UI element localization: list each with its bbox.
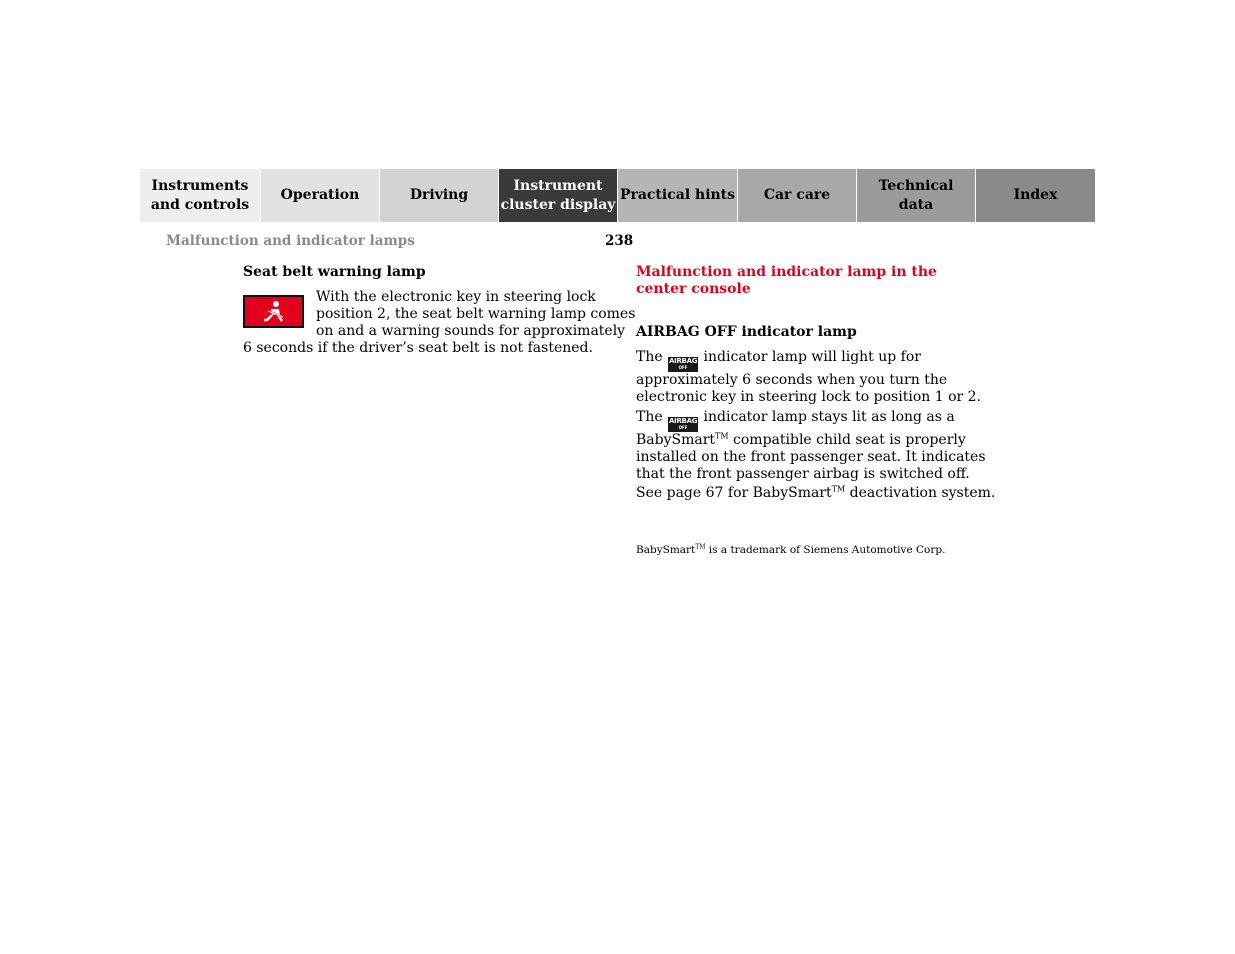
airbag-icon-bottom: OFF <box>678 425 688 430</box>
tab-operation[interactable]: Operation <box>260 169 379 222</box>
section-tabs <box>140 169 1095 222</box>
page-number: 238 <box>605 233 634 249</box>
tab-instrument-cluster-display[interactable]: Instrument cluster display <box>498 169 617 222</box>
airbag-paragraph-2 <box>636 409 996 483</box>
airbag-icon-top: AIRBAG <box>669 417 698 425</box>
trademark-sup: TM <box>715 430 729 440</box>
p1-pre: The <box>636 349 663 365</box>
seat-belt-line-3: on and a warning sounds for approximately <box>316 323 626 339</box>
airbag-icon-bottom: OFF <box>678 365 688 370</box>
tab-driving[interactable]: Driving <box>379 169 498 222</box>
tab-technical-data[interactable]: Technical data <box>856 169 975 222</box>
airbag-off-heading: AIRBAG OFF indicator lamp <box>636 324 857 340</box>
footnote-tm: TM <box>695 543 706 551</box>
seat-belt-line-2: position 2, the seat belt warning lamp comes <box>316 306 636 322</box>
p2-mid: indicator lamp stays lit as long as a BabySmart <box>636 409 955 448</box>
trademark-sup: TM <box>831 484 846 494</box>
p2-post: compatible child seat is properly installed on the front passenger seat. It indicates that the front passenger airbag is switched off. <box>636 431 986 483</box>
p1-post: indicator lamp will light up for approximately 6 seconds when you turn the electronic key in steering lock to position 1 or 2. <box>636 349 981 405</box>
center-console-heading: Malfunction and indicator lamp in the center console <box>636 264 937 297</box>
footnote-post: is a trademark of Siemens Automotive Corp. <box>705 544 946 556</box>
tab-index[interactable]: Index <box>975 169 1095 222</box>
seat-belt-icon <box>261 300 287 324</box>
tab-instruments-and-controls[interactable]: Instruments and controls <box>140 169 260 222</box>
seat-belt-heading: Seat belt warning lamp <box>243 264 426 280</box>
tab-car-care[interactable]: Car care <box>737 169 856 222</box>
airbag-paragraph-3 <box>636 485 996 502</box>
section-header: Malfunction and indicator lamps <box>166 233 415 249</box>
airbag-paragraph-1 <box>636 349 996 406</box>
airbag-off-icon <box>668 357 698 372</box>
trademark-footnote <box>636 544 945 557</box>
p3-pre: See page 67 for BabySmart <box>636 485 832 501</box>
footnote-pre: BabySmart <box>636 544 696 556</box>
airbag-off-icon <box>668 417 698 432</box>
seat-belt-line-1: With the electronic key in steering lock <box>316 289 596 305</box>
seat-belt-warning-icon <box>243 295 304 328</box>
airbag-icon-top: AIRBAG <box>669 357 698 365</box>
p2-pre: The <box>636 409 663 425</box>
p3-post: deactivation system. <box>845 485 996 501</box>
seat-belt-line-4: 6 seconds if the driver’s seat belt is not fastened. <box>243 340 593 356</box>
tab-practical-hints[interactable]: Practical hints <box>617 169 737 222</box>
